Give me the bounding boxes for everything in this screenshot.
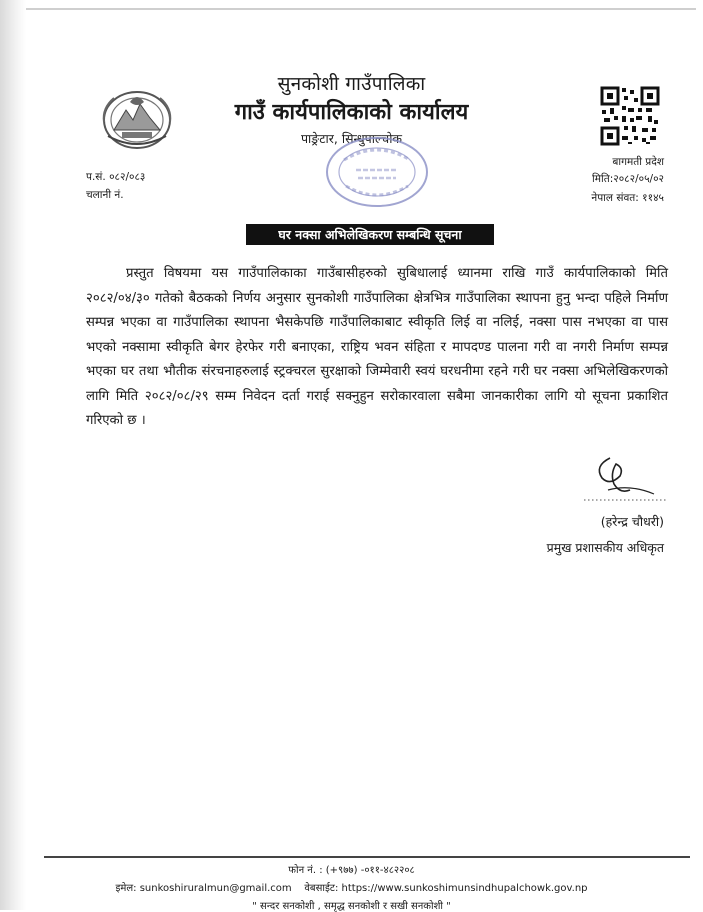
notice-date: मिति:२०८२/०५/०२ xyxy=(592,173,664,185)
notice-title: घर नक्सा अभिलेखिकरण सम्बन्धि सूचना xyxy=(246,224,494,245)
province-name: बागमती प्रदेश xyxy=(612,156,664,168)
footer-phone: फोन नं. : (+९७७) -०११-४८२२०८ xyxy=(288,865,415,876)
nepal-samvat-year: नेपाल संवत: ११४५ xyxy=(591,192,664,204)
office-seal-stamp-icon xyxy=(322,130,432,210)
footer-email-label: इमेल: xyxy=(115,883,137,894)
office-location: पाङ्रेटार, सिन्धुपाल्चोक xyxy=(300,131,403,146)
signature-icon xyxy=(580,450,670,506)
reference-number: प.सं. ०८२/०८३ xyxy=(86,171,146,183)
footer-contact xyxy=(0,880,703,894)
footer-website-label: वेबसाईट: xyxy=(304,883,339,894)
footer-divider xyxy=(44,856,690,858)
signatory-name: (हरेन्द्र चौधरी) xyxy=(600,514,664,529)
office-name: गाउँ कार्यपालिकाको कार्यालय xyxy=(234,100,469,125)
footer-website[interactable]: https://www.sunkoshimunsindhupalchowk.gov.np xyxy=(341,883,588,894)
footer-email[interactable]: sunkoshiruralmun@gmail.com xyxy=(139,883,292,894)
signatory-title: प्रमुख प्रशासकीय अधिकृत xyxy=(546,540,664,555)
scan-edge-line xyxy=(26,8,696,10)
notice-body: प्रस्तुत विषयमा यस गाउँपालिकाका गाउँबासीहरुको सुबिधालाई ध्यानमा राखि गाउँ कार्यपालिकाको मिति २०८२/०४/३० गतेको बैठकको निर्णय अनुसार सुनकोशी गाउँपालिका क्षेत्रभित्र गाउँपालिका स्थापना हुनु भन्दा पहिले निर्माण सम्पन्न भएका वा गाउँपालिका स्थापना भैसकेपछि गाउँपालिकाबाट स्वीकृति लिई वा नलिई, नक्सा पास नभएका वा पास भएको नक्सामा स्वीकृति बेगर हेरफेर गरी बनाएका, राष्ट्रिय भवन संहिता र मापदण्ड पालना गरी वा नगरी निर्माण सम्पन्न भएका घर तथा भौतीक संरचनाहरुलाई स्ट्रक्चरल सुरक्षाको जिम्मेवारी स्वयं घरधनीमा रहने गरी घर नक्सा अभिलेखिकरणको लागि मिति २०८२/०८/२९ सम्म निवेदन दर्ता गराई सक्नुहुन सरोकारवाला सबैमा जानकारीका लागि यो सूचना प्रकाशित गरिएको छ । xyxy=(86,266,668,428)
dispatch-number: चलानी नं. xyxy=(86,189,124,201)
municipality-name: सुनकोशी गाउँपालिका xyxy=(277,73,426,95)
footer-slogan: " सन्दर सनकोशी , समृद्ध सनकोशी र सखी सनकोशी " xyxy=(252,901,451,912)
